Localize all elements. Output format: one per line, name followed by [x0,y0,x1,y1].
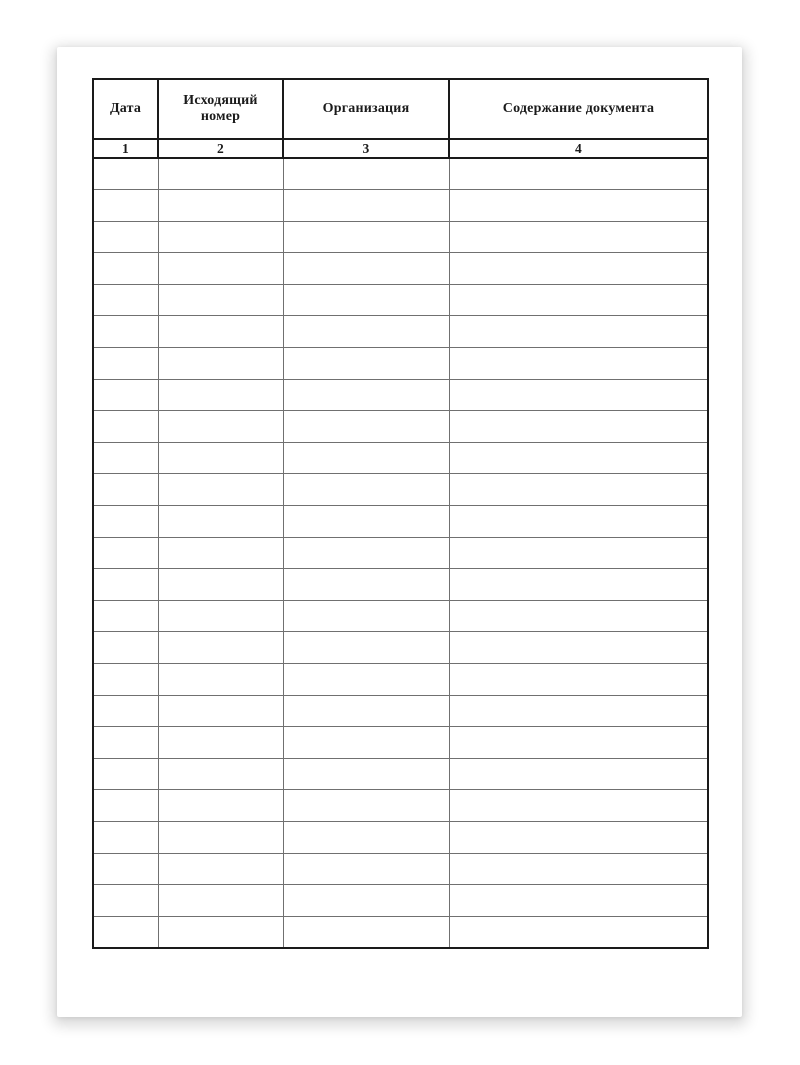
empty-cell [449,569,708,601]
empty-cell [449,695,708,727]
empty-cell [283,600,449,632]
empty-cell [93,885,158,917]
empty-cell [158,506,283,538]
table-row [93,664,708,696]
empty-cell [449,506,708,538]
empty-cell [93,379,158,411]
empty-cell [449,916,708,948]
empty-cell [93,284,158,316]
table-row [93,411,708,443]
empty-cell [283,916,449,948]
empty-cell [158,221,283,253]
table-row [93,853,708,885]
empty-cell [93,537,158,569]
empty-cell [158,695,283,727]
registration-journal-table [92,78,709,949]
table-row [93,632,708,664]
column-number-4: 4 [449,139,708,158]
empty-cell [283,821,449,853]
empty-cell [158,442,283,474]
empty-cell [449,758,708,790]
empty-cell [283,664,449,696]
empty-cell [283,790,449,822]
empty-cell [158,190,283,222]
empty-cell [449,885,708,917]
empty-cell [283,190,449,222]
empty-cell [283,632,449,664]
empty-cell [449,158,708,190]
empty-cell [158,600,283,632]
column-number-3: 3 [283,139,449,158]
empty-cell [449,221,708,253]
empty-cell [283,316,449,348]
empty-cell [158,411,283,443]
empty-cell [283,727,449,759]
empty-cell [158,474,283,506]
empty-cell [283,348,449,380]
empty-cell [449,379,708,411]
empty-cell [158,253,283,285]
empty-cell [93,821,158,853]
empty-cell [93,600,158,632]
empty-cell [158,316,283,348]
empty-cell [158,569,283,601]
table-row [93,790,708,822]
empty-cell [93,158,158,190]
empty-cell [283,506,449,538]
table-row [93,348,708,380]
empty-cell [283,474,449,506]
empty-cell [93,474,158,506]
empty-cell [158,379,283,411]
empty-cell [449,727,708,759]
column-header-outgoing-number: Исходящий номер [158,79,283,139]
empty-cell [158,916,283,948]
empty-cell [449,790,708,822]
table-row [93,758,708,790]
empty-cell [283,885,449,917]
empty-cell [283,253,449,285]
empty-cell [93,569,158,601]
empty-cell [158,853,283,885]
table-row [93,537,708,569]
empty-cell [449,664,708,696]
table-row [93,569,708,601]
column-header-date: Дата [93,79,158,139]
empty-cell [93,727,158,759]
empty-cell [93,790,158,822]
header-row [93,79,708,139]
empty-cell [158,758,283,790]
table-row [93,821,708,853]
empty-cell [283,411,449,443]
empty-cell [449,442,708,474]
table-row [93,695,708,727]
empty-cell [93,316,158,348]
empty-cell [158,284,283,316]
empty-cell [93,411,158,443]
empty-cell [93,253,158,285]
empty-cell [158,821,283,853]
empty-cell [283,537,449,569]
empty-cell [93,758,158,790]
table-row [93,190,708,222]
empty-cell [449,284,708,316]
empty-cell [93,190,158,222]
empty-cell [449,853,708,885]
empty-cell [93,221,158,253]
column-header-document-content: Содержание документа [449,79,708,139]
empty-cell [283,569,449,601]
table-body [93,158,708,948]
table-row [93,916,708,948]
table-row [93,600,708,632]
table-row [93,253,708,285]
empty-cell [158,664,283,696]
empty-cell [449,190,708,222]
empty-cell [449,253,708,285]
empty-cell [283,853,449,885]
empty-cell [283,695,449,727]
empty-cell [449,411,708,443]
table-row [93,221,708,253]
empty-cell [449,821,708,853]
empty-cell [93,348,158,380]
table-row [93,316,708,348]
column-number-1: 1 [93,139,158,158]
table-row [93,727,708,759]
empty-cell [283,284,449,316]
empty-cell [93,664,158,696]
table-row [93,284,708,316]
empty-cell [158,727,283,759]
empty-cell [93,442,158,474]
empty-cell [449,316,708,348]
table-header [93,79,708,158]
table-row [93,885,708,917]
empty-cell [93,506,158,538]
empty-cell [93,632,158,664]
empty-cell [158,537,283,569]
column-number-2: 2 [158,139,283,158]
empty-cell [283,158,449,190]
empty-cell [158,790,283,822]
empty-cell [158,885,283,917]
empty-cell [449,600,708,632]
empty-cell [283,442,449,474]
empty-cell [93,916,158,948]
table-row [93,158,708,190]
table-row [93,474,708,506]
empty-cell [158,158,283,190]
document-page [57,47,742,1017]
empty-cell [158,348,283,380]
empty-cell [449,348,708,380]
empty-cell [283,221,449,253]
column-header-organization: Организация [283,79,449,139]
column-number-row [93,139,708,158]
empty-cell [158,632,283,664]
empty-cell [449,537,708,569]
empty-cell [449,632,708,664]
empty-cell [449,474,708,506]
empty-cell [283,379,449,411]
table-row [93,506,708,538]
empty-cell [283,758,449,790]
table-row [93,379,708,411]
empty-cell [93,695,158,727]
table-row [93,442,708,474]
empty-cell [93,853,158,885]
